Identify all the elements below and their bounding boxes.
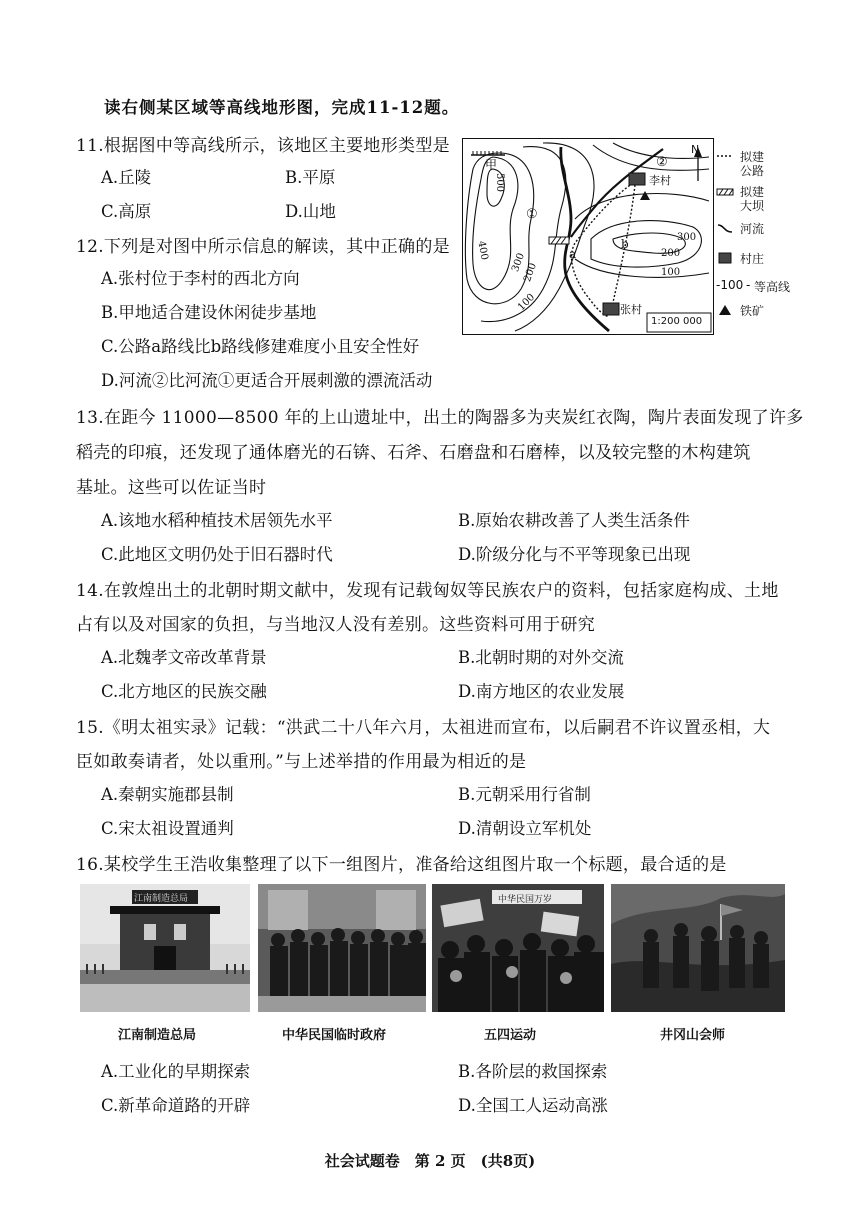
q15-option-a[interactable]: A.秦朝实施郡县制 <box>101 785 234 804</box>
dotted-line-icon <box>716 150 734 162</box>
q12-option-a[interactable]: A.张村位于李村的西北方向 <box>101 269 300 288</box>
map-contour-300-left: 300 <box>510 251 527 274</box>
q11-stem: 11.根据图中等高线所示，该地区主要地形类型是 <box>76 136 450 156</box>
map-contour-200-right: 200 <box>661 248 681 259</box>
q14-option-b[interactable]: B.北朝时期的对外交流 <box>458 648 624 667</box>
map-zhang-cun-label: 张村 <box>620 303 642 316</box>
map-road-b-label: b <box>621 237 629 251</box>
q11-option-b[interactable]: B.平原 <box>285 168 336 187</box>
hatched-bar-icon <box>716 187 734 197</box>
q16-option-c[interactable]: C.新革命道路的开辟 <box>101 1096 251 1115</box>
iron-ore-marker <box>640 191 650 200</box>
q14-stem-line2: 占有以及对国家的负担，与当地汉人没有差别。这些资料可用于研究 <box>76 615 595 635</box>
q13-option-c[interactable]: C.此地区文明仍处于旧石器时代 <box>101 545 333 564</box>
q15-stem-line2: 臣如敢奏请者，处以重刑。”与上述举措的作用最为相近的是 <box>76 752 527 772</box>
river-line-icon <box>716 222 734 234</box>
q16-stem: 16.某校学生王浩收集整理了以下一组图片，准备给这组图片取一个标题，最合适的是 <box>76 855 727 875</box>
zhang-cun-village-marker <box>603 303 619 315</box>
map-li-cun-label: 李村 <box>649 174 671 187</box>
q15-option-b[interactable]: B.元朝采用行省制 <box>458 785 591 804</box>
q13-stem-line3: 基址。这些可以佐证当时 <box>76 478 267 498</box>
contour-map-drawing <box>463 139 713 334</box>
triangle-icon <box>716 304 734 316</box>
page-footer: 社会试题卷 第 2 页 (共8页) <box>324 1152 536 1170</box>
legend-iron: 铁矿 <box>716 302 734 316</box>
q16-option-d[interactable]: D.全国工人运动高涨 <box>458 1096 608 1115</box>
map-contour-500: 500 <box>494 172 506 193</box>
q14-stem-line1: 14.在敦煌出土的北朝时期文献中，发现有记载匈奴等民族农户的资料，包括家庭构成、土地 <box>76 581 779 601</box>
village-square-icon <box>716 252 734 264</box>
photo-3-caption: 五四运动 <box>484 1028 537 1043</box>
photo-1-sign: 江南制造总局 <box>134 894 189 904</box>
q15-option-d[interactable]: D.清朝设立军机处 <box>458 819 592 838</box>
map-contour-400: 400 <box>475 240 490 261</box>
q13-stem-line1: 13.在距今 11000—8500 年的上山遗址中，出土的陶器多为夹炭红衣陶，陶片表面发现了许多 <box>76 408 804 428</box>
q11-option-d[interactable]: D.山地 <box>285 202 336 221</box>
q11-option-c[interactable]: C.高原 <box>101 202 152 221</box>
legend-river: 河流 <box>716 220 734 234</box>
intro-text: 读右侧某区域等高线地形图，完成11-12题。 <box>104 98 460 117</box>
map-contour-200-left: 200 <box>522 261 539 284</box>
map-jia-label: 甲 <box>485 158 498 172</box>
map-contour-100-right: 100 <box>661 267 681 278</box>
q12-option-d[interactable]: D.河流②比河流①更适合开展刺激的漂流活动 <box>101 371 433 390</box>
q15-option-c[interactable]: C.宋太祖设置通判 <box>101 819 234 838</box>
q14-option-d[interactable]: D.南方地区的农业发展 <box>458 682 625 701</box>
q13-option-a[interactable]: A.该地水稻种植技术居领先水平 <box>101 511 333 530</box>
photo-jinggangshan-meeting <box>611 884 785 1012</box>
q16-option-a[interactable]: A.工业化的早期探索 <box>101 1062 251 1081</box>
legend-dam: 拟建 大坝 <box>716 184 734 198</box>
photo-1-caption: 江南制造总局 <box>118 1028 197 1043</box>
photo-jiangnan-arsenal <box>80 884 250 1012</box>
q16-option-b[interactable]: B.各阶层的救国探索 <box>458 1062 608 1081</box>
photo-may-fourth-movement <box>432 884 604 1012</box>
li-cun-village-marker <box>629 173 645 185</box>
q12-option-c[interactable]: C.公路a路线比b路线修建难度小且安全性好 <box>101 337 420 356</box>
q15-stem-line1: 15.《明太祖实录》记载：“洪武二十八年六月，太祖进而宣布，以后嗣君不许议置丞相，大 <box>76 718 771 738</box>
q12-stem: 12.下列是对图中所示信息的解读，其中正确的是 <box>76 237 450 257</box>
photo-4-caption: 井冈山会师 <box>660 1028 726 1043</box>
map-north-label: N <box>691 143 700 156</box>
q14-option-c[interactable]: C.北方地区的民族交融 <box>101 682 267 701</box>
legend-village: 村庄 <box>716 250 734 264</box>
q13-stem-line2: 稻壳的印痕，还发现了通体磨光的石锛、石斧、石磨盘和石磨棒，以及较完整的木构建筑 <box>76 443 751 463</box>
photo-3-banner: 中华民国万岁 <box>498 895 553 905</box>
q13-option-b[interactable]: B.原始农耕改善了人类生活条件 <box>458 511 690 530</box>
q12-option-b[interactable]: B.甲地适合建设休闲徒步基地 <box>101 303 317 322</box>
contour-map <box>462 138 714 335</box>
q13-option-d[interactable]: D.阶级分化与不平等现象已出现 <box>458 545 691 564</box>
map-river-2-label: ② <box>656 155 668 170</box>
contour-line <box>575 259 709 277</box>
map-road-a-label: a <box>569 247 577 261</box>
q11-option-a[interactable]: A.丘陵 <box>101 168 152 187</box>
photo-2-caption: 中华民国临时政府 <box>282 1028 387 1043</box>
map-contour-300-right: 300 <box>677 232 697 243</box>
map-contour-100-left: 100 <box>515 291 538 314</box>
legend-road: 拟建 公路 <box>716 148 734 162</box>
map-scale: 1:200 000 <box>651 316 703 327</box>
photo-provisional-government <box>258 884 426 1012</box>
q14-option-a[interactable]: A.北魏孝文帝改革背景 <box>101 648 267 667</box>
map-river-1-label: ① <box>526 207 538 222</box>
